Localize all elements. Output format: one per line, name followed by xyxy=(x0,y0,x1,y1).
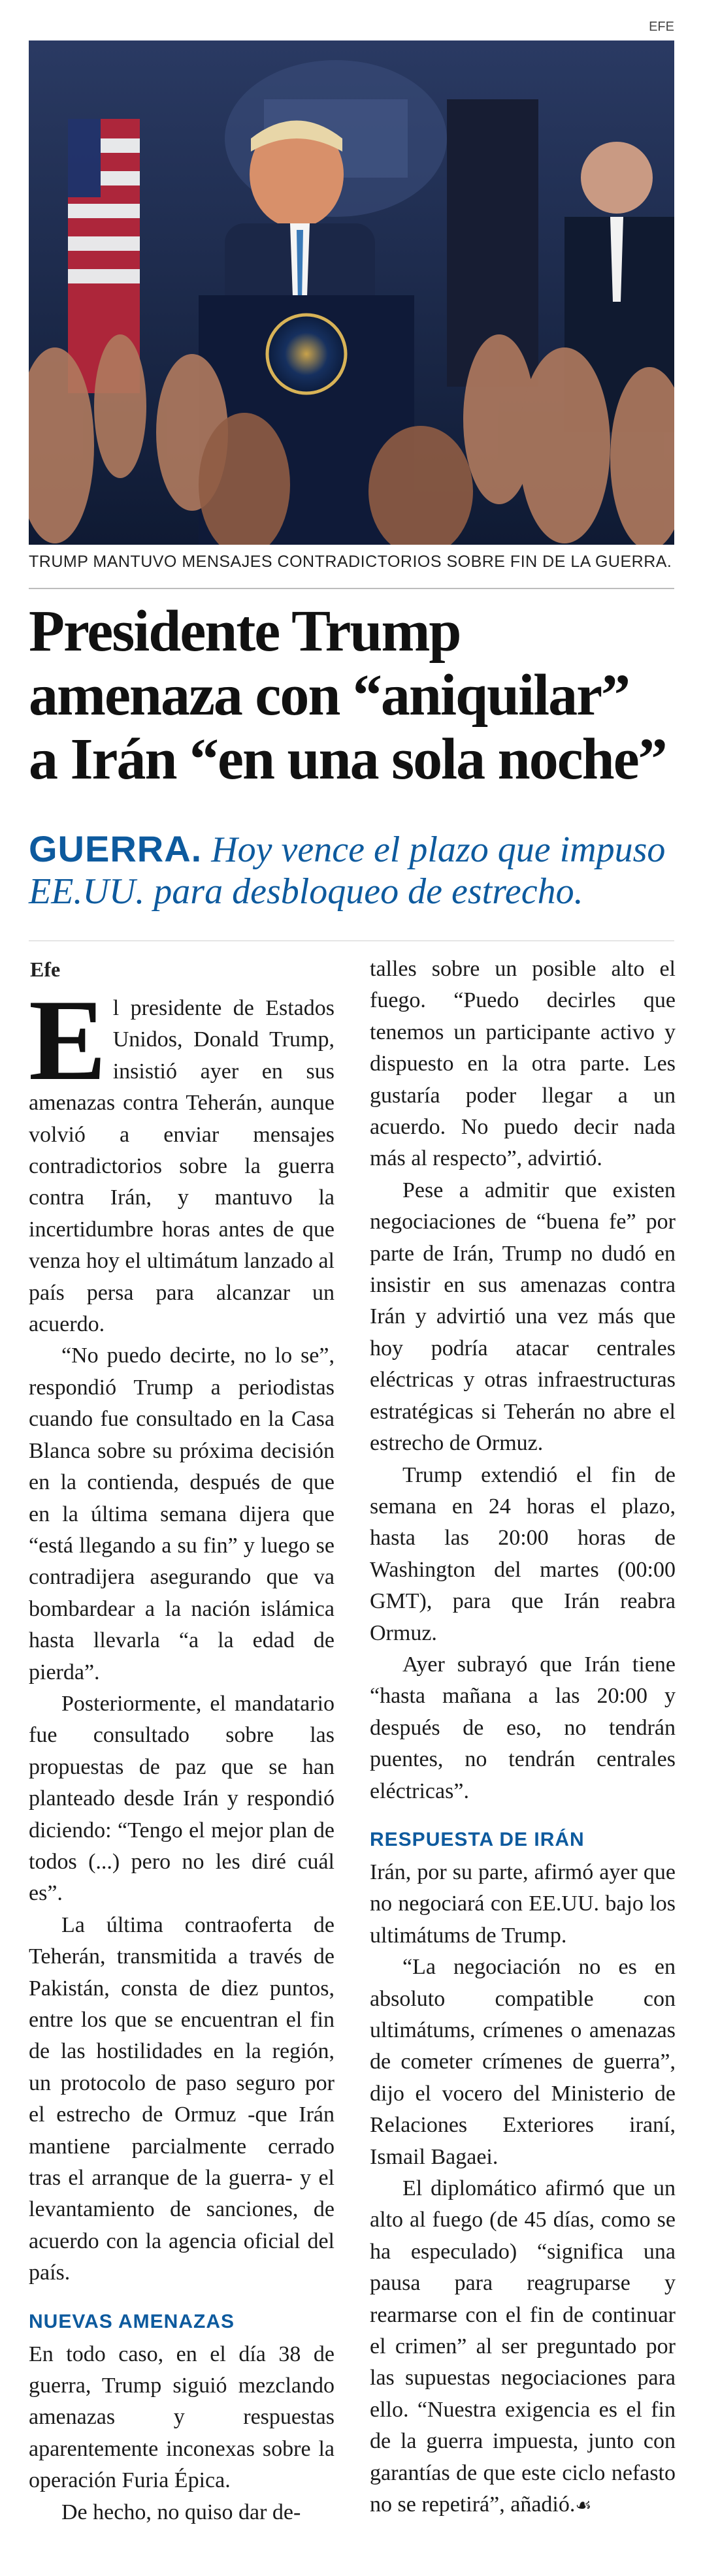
paragraph: talles sobre un posible alto el fuego. “Puedo decirles que tenemos un participante activo y dispuesto en la otra parte. Les gustaría poder llegar a un acuerdo. No puedo decir nada más al respecto”, advirtió. xyxy=(370,957,676,1171)
paragraph: “No puedo decirte, no lo se”, respondió Trump a periodistas cuando fue consultado en la Casa Blanca sobre su próxima decisión en la contienda, después de que en la última semana dijera que “está llegando a su fin” y luego se contradijera asegurando que va bombardear a la nación islámica hasta llevarla “a la edad de pierda”. xyxy=(29,1344,335,1684)
news-photo xyxy=(29,40,674,545)
paragraph: La última contraoferta de Teherán, transmitida a través de Pakistán, consta de diez puntos, entre los que se encuentran el fin de las hostilidades en la región, un protocolo de paso seguro por el estrecho de Ormuz -que Irán mantiene parcialmente cerrado tras el arranque de la guerra- y el levantamiento de sanciones, de acuerdo con la agencia oficial del país. xyxy=(29,1912,335,2285)
paragraph: Posteriormente, el mandatario fue consultado sobre las propuestas de paz que se han planteado desde Irán y respondió diciendo: “Tengo el mejor plan de todos (...) pero no les diré cuál es”. xyxy=(29,1691,335,1906)
paragraph: Trump extendió el fin de semana en 24 horas el plazo, hasta las 20:00 horas de Washington del martes (00:00 GMT), para que Irán reabra Ormuz. xyxy=(370,1462,676,1645)
article-column-right xyxy=(370,954,676,2522)
paragraph-text: l presidente de Estados Unidos, Donald Trump, insistió ayer en sus amenazas contra Teherán, aunque volvió a enviar mensajes contradictorios sobre la guerra contra Irán, y mantuvo la incertidumbre horas antes de que venza hoy el ultimátum lanzado al país persa para alcanzar un acuerdo. xyxy=(29,996,335,1337)
headline-line-3: a Irán “en una sola noche” xyxy=(29,727,666,792)
paragraph xyxy=(370,2173,676,2521)
end-mark-icon: ☙ xyxy=(575,2494,592,2517)
paragraph: Pese a admitir que existen negociaciones de “buena fe” por parte de Irán, Trump no dudó en insistir en sus amenazas contra Irán y advirtió una vez más que hoy podría atacar centrales eléctricas y otras infraestructuras estratégicas si Teherán no abre el estrecho de Ormuz. xyxy=(370,1178,676,1456)
caption-divider xyxy=(29,588,674,589)
paragraph: En todo caso, en el día 38 de guerra, Trump siguió mezclando amenazas y respuestas aparentemente inconexas sobre la operación Furia Épica. xyxy=(29,2342,335,2493)
headline-line-1: Presidente Trump xyxy=(29,599,461,664)
paragraph: Irán, por su parte, afirmó ayer que no negociará con EE.UU. bajo los ultimátums de Trump. xyxy=(370,1860,676,1948)
subhead-nuevas-amenazas: NUEVAS AMENAZAS xyxy=(29,2310,235,2332)
photo-credit: EFE xyxy=(649,20,674,34)
deck-text: Hoy vence el plazo que impuso EE.UU. para desbloqueo de estrecho. xyxy=(29,829,666,912)
photo-caption: TRUMP MANTUVO MENSAJES CONTRADICTORIOS SOBRE FIN DE LA GUERRA. xyxy=(29,553,672,571)
deck-kicker: GUERRA. xyxy=(29,828,203,869)
trump-press-briefing-image xyxy=(29,40,674,545)
deck-subtitle xyxy=(29,828,674,912)
paragraph-text: El diplomático afirmó que un alto al fuego (de 45 días, como se ha especulado) “significa una pausa para reagruparse y rearmarse con el fin de continuar el crimen” al ser preguntado por las supuestas negociaciones para ello. “Nuestra exigencia es el fin de la guerra impuesta, junto con garantías de que este ciclo nefasto no se repetirá”, añadió. xyxy=(370,2176,676,2517)
headline xyxy=(29,600,674,792)
headline-line-2: amenaza con “aniquilar” xyxy=(29,663,630,728)
paragraph xyxy=(29,975,335,1340)
byline: Efe xyxy=(30,958,61,981)
paragraph: Ayer subrayó que Irán tiene “hasta mañana a las 20:00 y después de eso, no tendrán puentes, no tendrán centrales eléctricas”. xyxy=(370,1652,676,1803)
article-column-left xyxy=(29,975,335,2528)
drop-cap: E xyxy=(29,975,106,1104)
paragraph: De hecho, no quiso dar de- xyxy=(61,2500,301,2524)
paragraph: “La negociación no es en absoluto compatible con ultimátums, crímenes o amenazas de cometer crímenes de guerra”, dijo el vocero del Ministerio de Relaciones Exteriores iraní, Ismail Bagaei. xyxy=(370,1955,676,2169)
subhead-respuesta-de-iran: RESPUESTA DE IRÁN xyxy=(370,1828,585,1850)
